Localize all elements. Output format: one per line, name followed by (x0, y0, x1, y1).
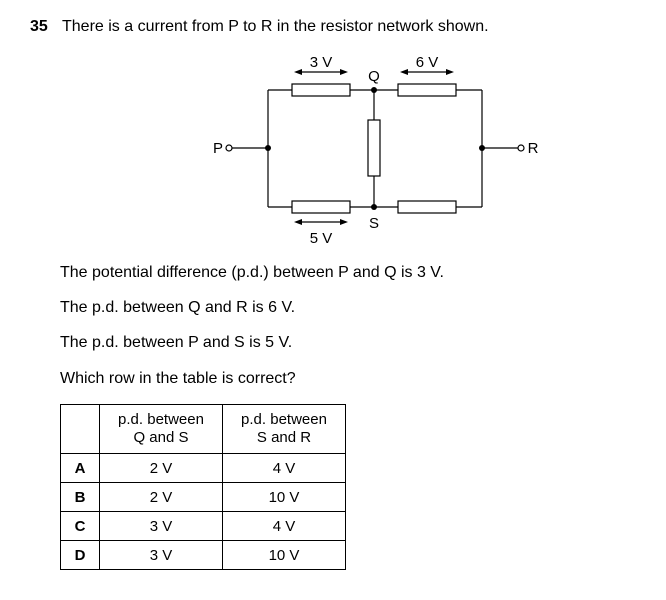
table-header-row (61, 405, 346, 454)
table-row[interactable] (61, 512, 346, 541)
table-row[interactable] (61, 541, 346, 570)
question-prompt: Which row in the table is correct? (60, 370, 296, 387)
label-6v: 6 V (415, 54, 439, 71)
option-letter: A (61, 454, 100, 483)
table-row[interactable] (61, 454, 346, 483)
option-pd-sr: 10 V (223, 541, 346, 570)
header-pd-sr-line2: S and R (256, 429, 312, 446)
statement-pq: The potential difference (p.d.) between P and Q is 3 V. (60, 264, 444, 281)
option-pd-sr: 4 V (223, 454, 346, 483)
label-3v: 3 V (309, 54, 333, 71)
answer-table (60, 404, 346, 570)
header-pd-qs-line1: p.d. between (118, 411, 204, 428)
header-pd-qs-line2: Q and S (133, 429, 189, 446)
option-pd-qs: 3 V (100, 541, 223, 570)
junction-p (265, 145, 271, 151)
node-label-r: R (527, 140, 539, 157)
resistor-pq (292, 84, 350, 96)
option-letter: D (61, 541, 100, 570)
junction-s (371, 204, 377, 210)
header-pd-sr (223, 405, 346, 454)
statement-ps: The p.d. between P and S is 5 V. (60, 334, 293, 351)
option-letter: C (61, 512, 100, 541)
resistor-ps (292, 201, 350, 213)
resistor-qr (398, 84, 456, 96)
option-pd-qs: 3 V (100, 512, 223, 541)
label-5v: 5 V (309, 230, 333, 247)
question-stem: There is a current from P to R in the resistor network shown. (62, 18, 489, 35)
option-pd-sr: 4 V (223, 512, 346, 541)
node-label-s: S (368, 215, 380, 232)
table-row[interactable] (61, 483, 346, 512)
resistor-qs (368, 120, 380, 176)
junction-r (479, 145, 485, 151)
header-blank (61, 405, 100, 454)
junction-q (371, 87, 377, 93)
header-pd-sr-line1: p.d. between (241, 411, 327, 428)
option-pd-qs: 2 V (100, 483, 223, 512)
statement-qr: The p.d. between Q and R is 6 V. (60, 299, 296, 316)
resistor-network-diagram (200, 50, 560, 250)
node-label-p: P (212, 140, 224, 157)
option-pd-qs: 2 V (100, 454, 223, 483)
resistor-sr (398, 201, 456, 213)
option-pd-sr: 10 V (223, 483, 346, 512)
header-pd-qs (100, 405, 223, 454)
option-letter: B (61, 483, 100, 512)
question-number: 35 (30, 18, 48, 35)
node-label-q: Q (368, 68, 380, 85)
